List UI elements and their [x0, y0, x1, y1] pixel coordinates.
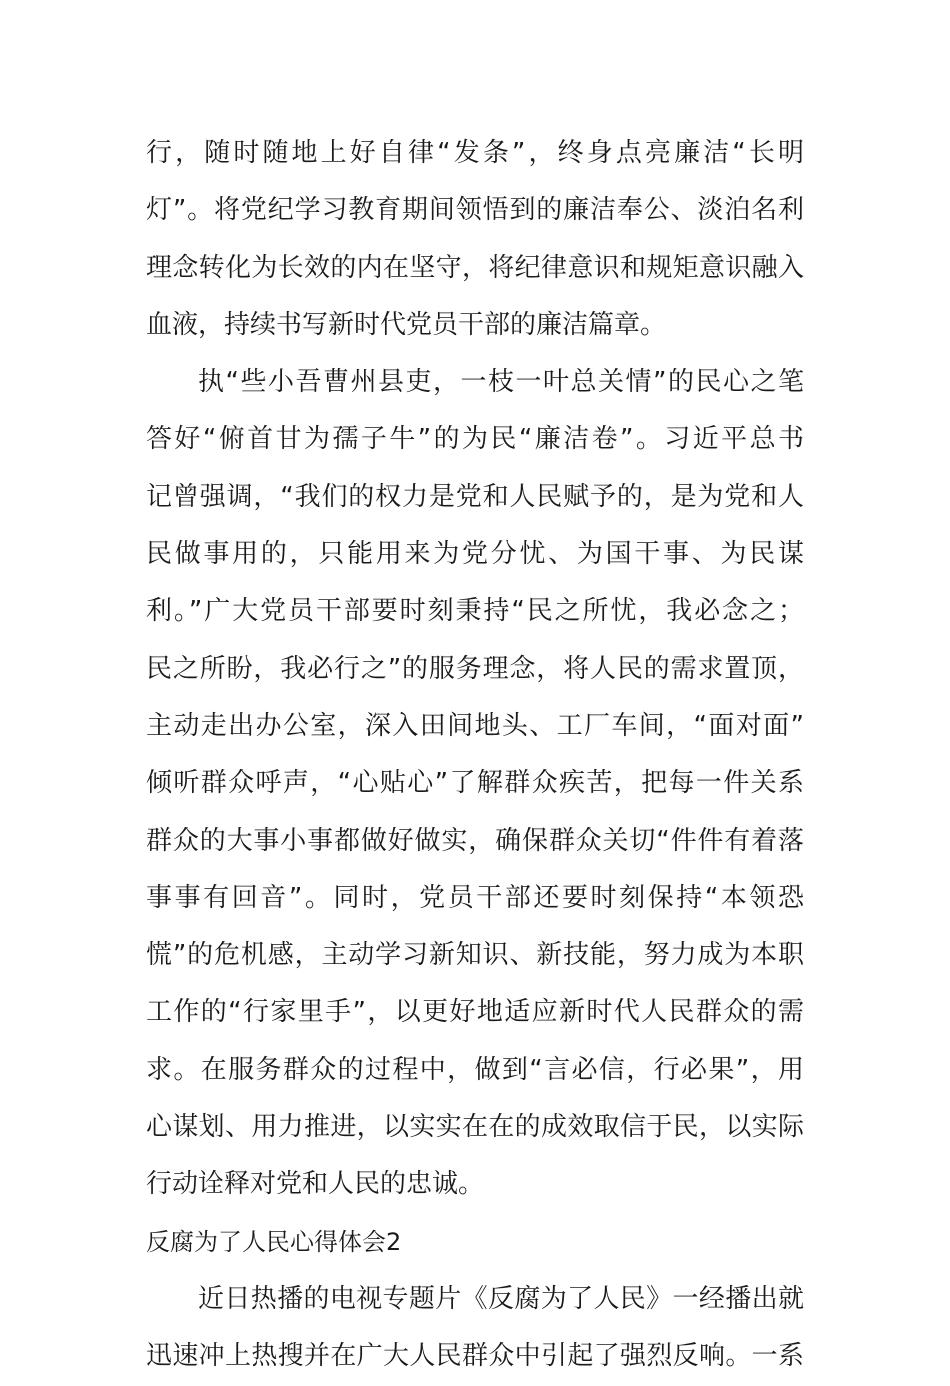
text-line: 行动诠释对党和人民的忠诚。 [146, 1169, 485, 1200]
text-line: 灯”。将党纪学习教育期间领悟到的廉洁奉公、淡泊名利 [146, 195, 804, 226]
text-line: 群众的大事小事都做好做实，确保群众关切“件件有着落 [146, 825, 804, 856]
text-line: 迅速冲上热搜并在广大人民群众中引起了强烈反响。一系 [146, 1341, 804, 1372]
document-page [146, 125, 804, 1386]
text-line: 近日热播的电视专题片《反腐为了人民》一经播出就 [198, 1283, 804, 1314]
text-line: 血液，持续书写新时代党员干部的廉洁篇章。 [146, 309, 667, 340]
text-line: 慌”的危机感，主动学习新知识、新技能，努力成为本职 [146, 940, 804, 971]
text-line: 执“些小吾曹州县吏，一枝一叶总关情”的民心之笔 [198, 367, 804, 398]
text-line: 记曾强调，“我们的权力是党和人民赋予的，是为党和人 [146, 481, 804, 512]
text-line: 利。”广大党员干部要时刻秉持“民之所忧，我必念之； [146, 596, 804, 627]
text-line: 行，随时随地上好自律“发条”，终身点亮廉洁“长明 [146, 138, 804, 168]
paragraph-3 [146, 1271, 804, 1386]
text-line: 心谋划、用力推进，以实实在在的成效取信于民，以实际 [146, 1112, 804, 1143]
text-line: 倾听群众呼声，“心贴心”了解群众疾苦，把每一件关系 [146, 768, 804, 799]
text-line: 事事有回音”。同时，党员干部还要时刻保持“本领恐 [146, 882, 804, 913]
paragraph-2 [146, 354, 804, 1213]
text-line: 答好“俯首甘为孺子牛”的为民“廉洁卷”。习近平总书 [146, 424, 804, 455]
text-line: 工作的“行家里手”，以更好地适应新时代人民群众的需 [146, 997, 804, 1028]
text-line: 主动走出办公室，深入田间地头、工厂车间，“面对面” [146, 710, 804, 741]
text-line: 求。在服务群众的过程中，做到“言必信，行必果”，用 [146, 1054, 804, 1085]
text-line: 理念转化为长效的内在坚守，将纪律意识和规矩意识融入 [146, 252, 804, 283]
paragraph-1 [146, 125, 804, 354]
section-heading: 反腐为了人民心得体会2 [146, 1227, 402, 1256]
text-line: 民之所盼，我必行之”的服务理念，将人民的需求置顶， [146, 653, 804, 684]
text-line: 民做事用的，只能用来为党分忧、为国干事、为民谋 [146, 539, 804, 570]
